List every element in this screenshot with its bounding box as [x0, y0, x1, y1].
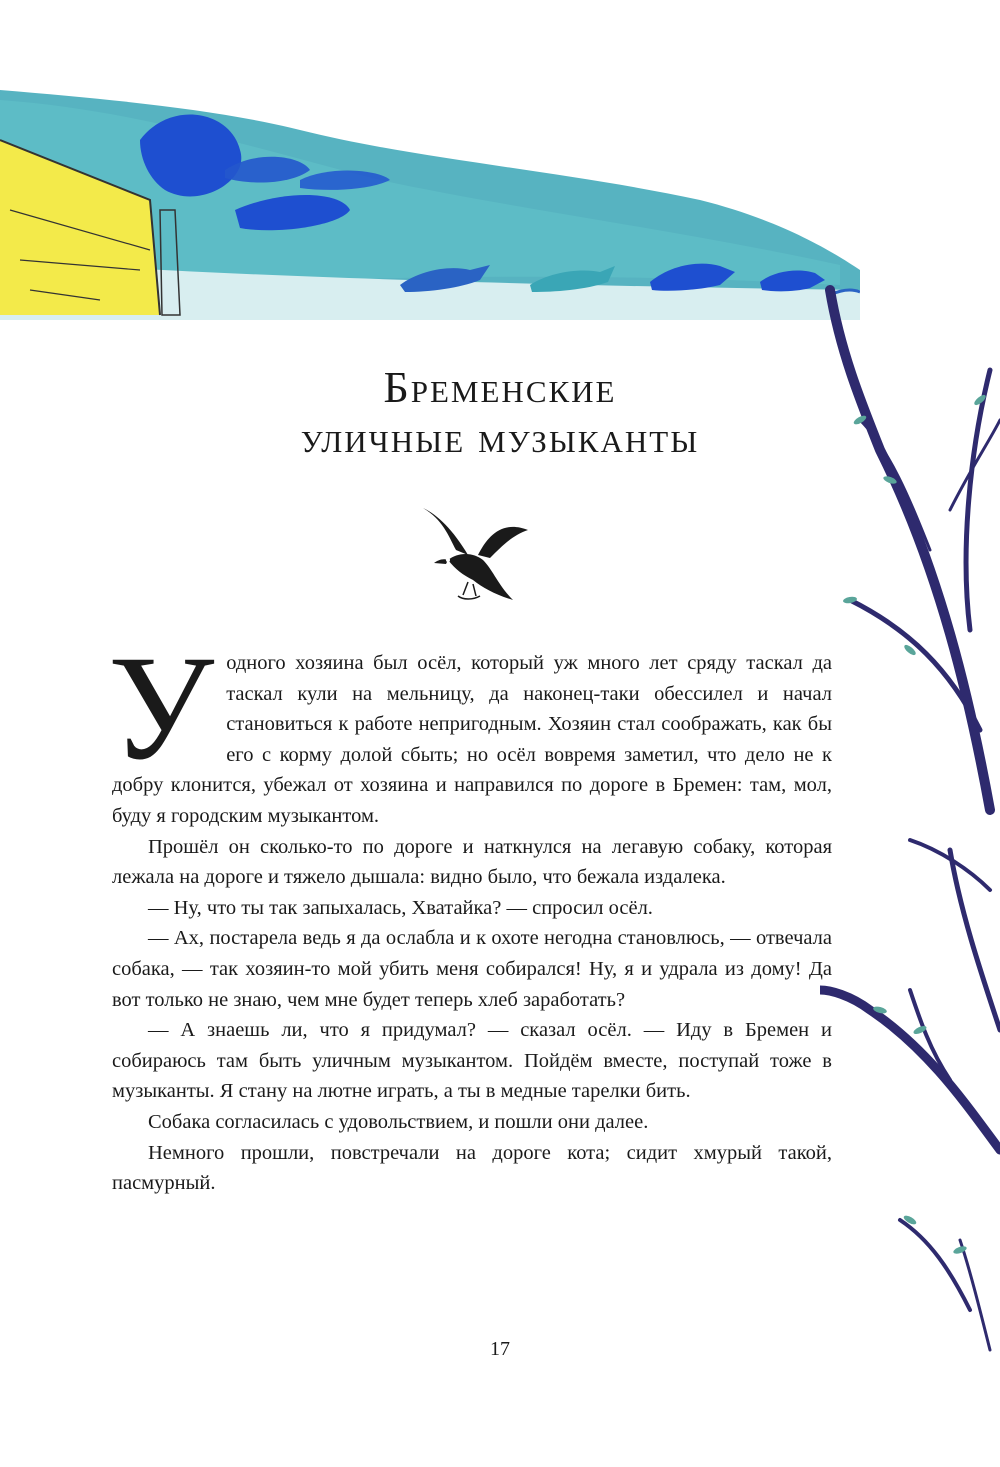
story-text	[108, 625, 832, 1199]
paragraph: — А знаешь ли, что я придумал? — сказал осёл. — Иду в Бремен и собираюсь там быть уличным музыкантом. Пойдём вместе, поступай тоже в музыканты. Я стану на лютне играть, а ты в медные тарелки бить.	[112, 1019, 832, 1103]
crow-illustration	[418, 500, 538, 612]
story-title-line1: Бременские	[383, 363, 617, 412]
paragraph: — Ну, что ты так запыхалась, Хватайка? — спросил осёл.	[148, 896, 653, 919]
drop-cap: У	[108, 625, 215, 791]
story-title-line2: уличные музыканты	[300, 413, 700, 462]
header-illustration	[0, 60, 860, 340]
paragraph: Прошёл он сколько-то по дороге и наткнулся на легавую собаку, которая лежала на дороге и тяжело дышала: видно было, что бежала издалека.	[112, 835, 832, 889]
paragraph: — Ах, постарела ведь я да ослабла и к охоте негодна становлюсь, — отвечала собака, — так хозяин-то мой убить меня собирался! Ну, я и удрала из дому! Да вот только не знаю, чем мне будет теперь хлеб заработать?	[112, 927, 832, 1011]
paragraph: Немного прошли, повстречали на дороге кота; сидит хмурый такой, пасмурный.	[112, 1141, 832, 1195]
page-number: 17	[490, 1338, 510, 1360]
paragraph: Собака согласилась с удовольствием, и пошли они далее.	[148, 1110, 649, 1133]
paragraph: Уодного хозяина был осёл, который уж много лет сряду таскал да таскал кули на мельницу, да наконец-таки обессилел и начал становиться к работе непригодным. Хозяин стал соображать, как бы его с корму долой сбыть; но осёл вовремя заметил, что дело не к добру клонится, убежал от хозяина и направился по дороге в Бремен: там, мол, буду я городским музыкантом.	[108, 625, 832, 827]
